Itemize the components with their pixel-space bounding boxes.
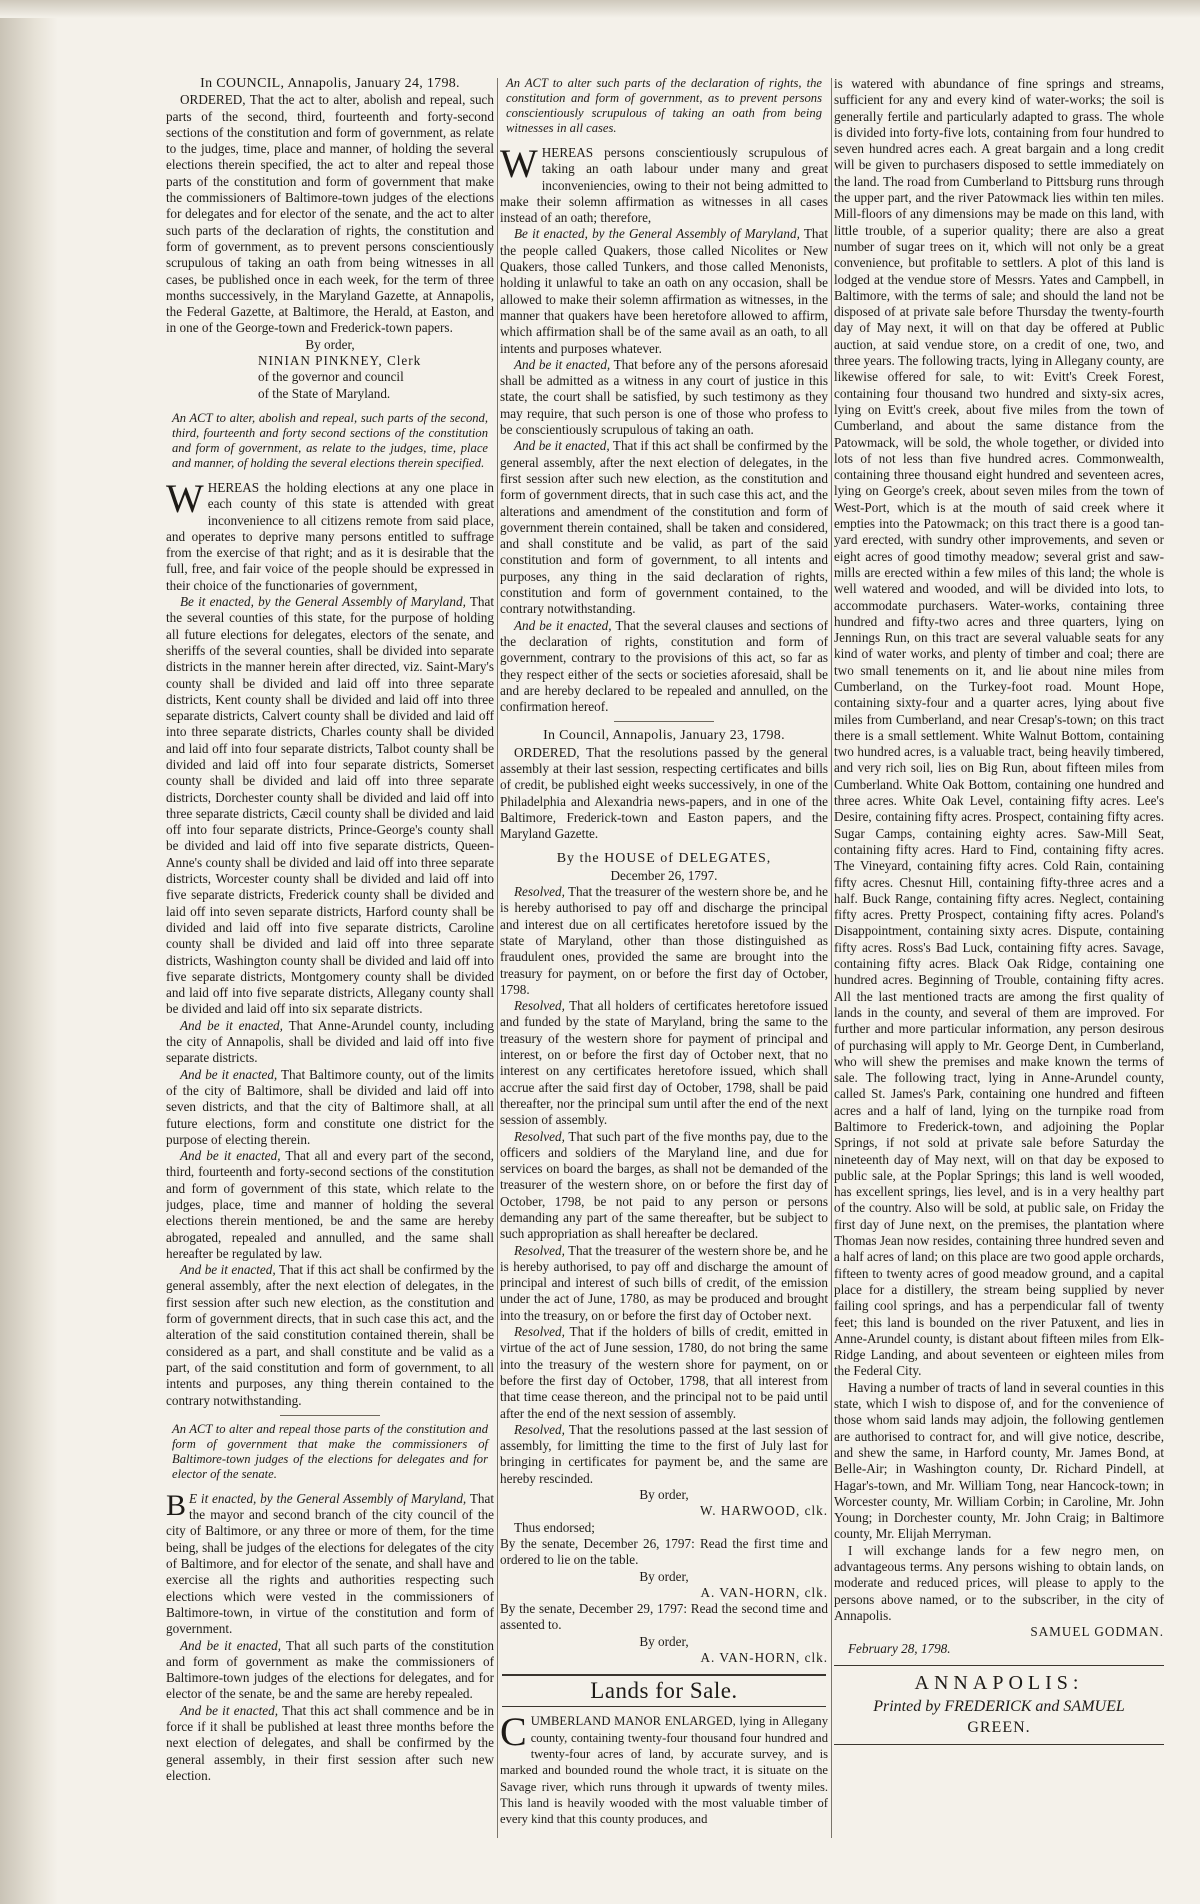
drop-cap: W <box>166 475 204 521</box>
drop-cap: B <box>166 1488 187 1522</box>
column-rule <box>831 78 832 1838</box>
lands-signer: SAMUEL GODMAN. <box>1030 1624 1164 1640</box>
by-order: By order, <box>639 1487 689 1503</box>
signer-title: of the State of Maryland. <box>258 385 391 401</box>
act-clause: And be it enacted, That Anne-Arundel county, including the city of Annapolis, shall be divided and laid off into five separate districts. <box>166 1017 494 1066</box>
act-clause: And be it enacted, That all and every part of the second, third, fourteenth and forty-second sections of the constitution and form of government of this state, which relate to the judges, place, time and manner of holding the several elections therein mentioned, be and the same are hereby abrogated, repealed and annulled, and the same shall hereafter be regulated by law. <box>166 1148 494 1261</box>
act-title: An ACT to alter such parts of the declaration of rights, the constitution and form of government, as to prevent persons conscientiously scrupulous of taking an oath from being witnesses in all cases. <box>506 76 822 135</box>
act-title: An ACT to alter, abolish and repeal, such parts of the second, third, fourteenth and forty second sections of the constitution and form of government, as relate to the judges, time, place and manner, of holding the several elections therein specified. <box>172 410 488 470</box>
clerk-signature: W. HARWOOD, clk. <box>700 1503 828 1519</box>
act-title: An ACT to alter and repeal those parts of the constitution and form of government that make the commissioners of Baltimore-town judges of the elections for delegates and for elector of the senate. <box>172 1421 488 1481</box>
council-heading: In COUNCIL, Annapolis, January 24, 1798. <box>200 76 460 91</box>
by-order: By order, <box>639 1633 689 1649</box>
resolution: Resolved, That the treasurer of the western shore be, and he is hereby authorised to pay off and discharge the principal and interest due on all certificates heretofore issued by the state of Maryland, other than those distinguished as fraudulent ones, provided the same are brought into the treasury for payment, on or before the first day of October, 1798. <box>500 884 828 997</box>
drop-cap: W <box>500 141 538 186</box>
column-rule <box>497 78 498 1838</box>
column-right <box>834 76 1164 1886</box>
lands-for-sale-heading: Lands for Sale. <box>502 1674 826 1707</box>
column-left <box>166 76 494 1886</box>
resolution: Resolved, That if the holders of bills of credit, emitted in virtue of the act of June session, 1780, do not bring the same into the treasury of the western shore for payment, on or before the first day of October, 1798, that all interest from that time cease thereon, and the principal not to be paid until after the end of the next session of assembly. <box>500 1324 828 1421</box>
resolution: Resolved, That all holders of certificates heretofore issued and funded by the state of Maryland, bring the same to the treasury of the western shore for payment of principal and interest, on or before the first day of October next, that no interest on any certificates heretofore issued, which shall accrue after the said first day of October, 1798, shall be paid thereafter, nor the principal sum until after the end of the next session of assembly. <box>500 998 828 1128</box>
resolution: Resolved, That such part of the five months pay, due to the officers and soldiers of the Maryland line, and due for services on board the barges, as shall not be demanded of the treasurer of the western shore, on or before the first day of October, 1798, be not paid to any person or persons demanding any part of the same thereafter, but be subject to such appropriation as shall hereafter be declared. <box>500 1128 828 1242</box>
printer-imprint <box>834 1665 1164 1745</box>
clerk-signature: A. VAN-HORN, clk. <box>700 1584 828 1600</box>
lands-advert: CUMBERLAND MANOR ENLARGED, lying in Allegany county, containing twenty-four thousand four hundred and twenty-four acres of land, by accurate survey, and is marked and bounded round the whole tract, it is situate on the Savage river, which runs through it upwards of twenty miles. This land is heavily wooded with the most valuable timber of every kind that this county produces, and <box>500 1709 828 1827</box>
resolution: Resolved, That the resolutions passed at the last session of assembly, for limitting the time to the first of July last for bringing in certificates for payment be, and the same are hereby rescinded. <box>500 1421 828 1486</box>
council-order: ORDERED, That the resolutions passed by the general assembly at their last session, respecting certificates and bills of credit, be published eight weeks successively, in one of the Philadelphia and Alexandria news-papers, and in one of the Baltimore, Frederick-town and Easton papers, and the Maryland Gazette. <box>500 744 828 842</box>
act-clause: And be it enacted, That the several clauses and sections of the declaration of rights, constitution and form of government, contrary to the provisions of this act, so far as they respect either of the sects or societies aforesaid, shall be and are hereby declared to be repealed and annulled, on the confirmation hereof. <box>500 617 828 715</box>
act-clause: And be it enacted, That if this act shall be confirmed by the general assembly, after the next election of delegates, in the first session after such new election, as the constitution and form of government directs, that in such case this act, and the alteration of the said constitution contained therein, shall be considered as a part, and shall constitute and be valid as a part, of the said constitution and form of government, to all intents and purposes, any thing therein contained to the contrary notwithstanding. <box>166 1262 494 1408</box>
clerk-signature: A. VAN-HORN, clk. <box>700 1650 828 1666</box>
council-heading: In Council, Annapolis, January 23, 1798. <box>543 728 785 744</box>
signer-name: NINIAN PINKNEY, Clerk <box>258 353 422 369</box>
lands-exchange: I will exchange lands for a few negro men, on advantageous terms. Any persons wishing to obtain lands, on moderate and reduced prices, will please to apply to the persons above named, or to the subscriber, in the city of Annapolis. <box>834 1542 1164 1623</box>
section-divider <box>614 721 714 722</box>
endorsement: Thus endorsed; <box>514 1519 595 1535</box>
act-enactment: Be it enacted, by the General Assembly of Maryland, That the people called Quakers, those called Nicolites or New Quakers, those called Tunkers, and those called Menonists, holding it unlawful to take an oath on any occasion, shall be allowed to make their solemn affirmation as witnesses, in the manner that quakers have been heretofore allowed to affirm, which affirmation shall be of the same avail as an oath, to all intents and purposes whatever. <box>500 226 828 356</box>
imprint-printer: Printed by FREDERICK and SAMUEL <box>873 1697 1125 1715</box>
imprint-printer-name: GREEN. <box>967 1718 1031 1736</box>
signer-title: of the governor and council <box>258 369 404 385</box>
act-whereas: WHEREAS persons conscientiously scrupulous of taking an oath labour under many and great inconveniencies, owing to their not being admitted to make their solemn affirmation as witnesses in all cases instead of an oath; therefore, <box>500 141 828 226</box>
imprint-city: ANNAPOLIS: <box>914 1671 1084 1694</box>
council-order: ORDERED, That the act to alter, abolish and repeal, such parts of the second, third, fourteenth and forty-second sections of the constitution and form of government, as relate to the judges, time, place and manner, of holding the several elections therein specified, the act to alter and repeal those parts of the constitution and form of government that make the commissioners of Baltimore-town judges of the elections for delegates and for elector of the senate, and the act to alter such parts of the declaration of rights, the constitution and form of government, as to prevent persons conscientiously scrupulous of taking an oath from being witnesses in all cases, be published once in each week, for the term of three months successively, in the Maryland Gazette, at Annapolis, the Federal Gazette, at Baltimore, the Herald, at Easton, and in one of the George-town and Frederick-town papers. <box>166 92 494 336</box>
act-enactment: Be it enacted, by the General Assembly of Maryland, That the several counties of this state, for the purpose of holding all future elections for delegates, electors of the senate, and sheriffs of the several counties, shall be divided into separate districts in the manner herein after directed, viz. Saint-Mary's county shall be divided and laid off into three separate districts, Kent county shall be divided and laid off into three separate districts, Calvert county shall be divided and laid off into three separate districts, Charles county shall be divided and laid off into four separate districts, Talbot county shall be divided and laid off into four separate districts, Somerset county shall be divided and laid off into three separate districts, Dorchester county shall be divided and laid off into three separate districts, Cæcil county shall be divided and laid off into four separate districts, Prince-George's county shall be divided and laid off into five separate districts, Queen-Anne's county shall be divided and laid off into three separate districts, Worcester county shall be divided and laid off into five separate districts, Frederick county shall be divided and laid off into seven separate districts, Harford county shall be divided and laid off into five separate districts, Caroline county shall be divided and laid off into three separate districts, Washington county shall be divided and laid off into five separate districts, Montgomery county shall be divided and laid off into five separate districts, Allegany county shall be divided and laid off into six separate districts. <box>166 594 494 1017</box>
house-date: December 26, 1797. <box>610 867 718 883</box>
act-clause: And be it enacted, That this act shall commence and be in force if it shall be published at least three months before the next election of delegates, and shall be confirmed by the general assembly, in their first session after such new election. <box>166 1702 494 1783</box>
drop-cap: C <box>500 1709 527 1755</box>
column-middle <box>500 76 828 1886</box>
resolution: Resolved, That the treasurer of the western shore be, and he is hereby authorised, to pay off and discharge the amount of principal and interest of such bills of credit, of the emission under the act of June, 1780, as may be produced and brought into the treasury, on or before the first day of October next. <box>500 1242 828 1323</box>
act-clause: And be it enacted, That Baltimore county, out of the limits of the city of Baltimore, shall be divided and laid off into seven districts, and that the city of Baltimore shall, at all future elections, form and constitute one district for the purpose of electing therein. <box>166 1066 494 1147</box>
lands-date: February 28, 1798. <box>848 1640 951 1656</box>
act-whereas: WHEREAS the holding elections at any one place in each county of this state is attended with great inconvenience to all citizens remote from said place, and operates to deprive many persons entitled to suffrage from the exercise of that right; and as it is desirable that the full, free, and fair voice of the people should be expressed in their choice of the functionaries of government, <box>166 475 494 593</box>
senate-note: By the senate, December 29, 1797: Read the second time and assented to. <box>500 1601 828 1633</box>
act-enactment: B E it enacted, by the General Assembly of Maryland, That the mayor and second branch of the city council of the city of Baltimore, or any three or more of them, for the time being, shall be judges of the elections for delegates of the city of Baltimore, and for elector of the senate, and shall have and exercise all the rights and authorities respecting such elections which were vested in the commissioners of Baltimore-town, in virtue of the constitution and form of government. <box>166 1488 494 1637</box>
section-divider <box>280 1415 380 1416</box>
lands-agents: Having a number of tracts of land in several counties in this state, which I wish to dispose of, and for the convenience of those whom said lands may adjoin, the following gentlemen are authorised to contract for, and will give notice, describe, and shew the same, in Harford county, Mr. James Bond, at Belle-Air; in Washington county, Dr. Richard Pindell, at Hagar's-town, and Mr. William Tong, near Hancock-town; in Worcester county, Mr. William Corbin; in Caroline, Mr. John Young; in Dorchester county, Mr. John Craig; in Baltimore county, Mr. Elijah Merryman. <box>834 1379 1164 1542</box>
act-clause: And be it enacted, That all such parts of the constitution and form of government as make the commissioners of Baltimore-town judges of the elections for delegates, and for elector of the senate, be and the same are hereby repealed. <box>166 1637 494 1702</box>
lands-advert-continued: is watered with abundance of fine springs and streams, sufficient for any and every kind of water-works; the soil is generally fertile and particularly adapted to grass. The whole is divided into forty-five lots, containing from four hundred to seven hundred acres each. A great bargain and a long credit will be given to purchasers disposed to settle immediately on the land. The road from Cumberland to Pittsburg runs through the upper part, and the river Patowmack lies within ten miles. Mill-floors of any dimensions may be made on this land, with little trouble, of a superior quality; there are also a great number of sugar trees on it, which will not only be a great convenience, but profitable to settlers. A plot of this land is lodged at the vendue store of Messrs. Yates and Campbell, in Baltimore, with the terms of sale; and should the land not be disposed of at private sale before Thursday the twenty-fourth day of May next, it will on that day be offered at Public auction, at said vendue store, on a credit of one, two, and three years. The following tracts, lying in Allegany county, are likewise offered for sale, to wit: Evitt's Creek Forest, containing four thousand two hundred and sixty-six acres, lying on Evitt's creek, about five miles from the town of Cumberland, and about the same distance from the Patowmack, will be sold, the whole together, or divided into lots of not less than five hundred acres. Commonwealth, containing three thousand eight hundred and seventeen acres, lying on George's creek, about seven miles from the town of West-Port, which is at the mouth of said creek where it empties into the Patowmack; on this tract there is a good tan-yard erected, with sundry other improvements, and seven or eight acres of good timothy meadow; several grist and saw-mills are erected within a few miles of this land; the whole is well watered and wooded, and will be divided into lots, to accommodate purchasers. Water-works, containing three hundred and fifty-two acres and three quarters, lying on Jennings Run, on this tract are several valuable seats for any kind of water works, and plenty of timber and coal; there are two small tenements on it, and lie about nine miles from Cumberland, on the Turkey-foot road. Mount Hope, containing sixty-four and a quarter acres, lying about five miles from Cumberland, and near Cresap's-town; on this tract there is a small settlement. White Walnut Bottom, containing two hundred acres, is a valuable tract, being heavily timbered, and very rich soil, lies on Big Run, about fifteen miles from Cumberland. White Oak Bottom, containing one hundred and three acres. White Oak Level, containing fifty acres. Lee's Desire, containing fifty acres. Prospect, containing fifty acres. Sugar Camps, containing eighty acres. Saw-Mill Seat, containing fifty acres. Hard to Find, containing fifty acres. The Vineyard, containing fifty acres. Cold Rain, containing fifty acres. Chesnut Hill, containing fifty-three acres and a half. Buck Range, containing fifty acres. Neglect, containing fifty acres. Pretty Prospect, containing fifty acres. Poland's Disappointment, containing sixty acres. Dispute, containing fifty acres. Ross's Bad Luck, containing fifty acres. Savage, containing fifty acres. Black Oak Ridge, containing one hundred acres. Beginning of Trouble, containing fifty acres. All the last mentioned tracts are among the first quality of lands in the county, and several of them are improved. For further and more particular information, any person desirous of purchasing will apply to Mr. George Dent, in Cumberland, who will shew the premises and make known the terms of sale. The following tract, lying in Anne-Arundel county, called St. James's Park, containing one hundred and fifteen acres and a half of land, lying on the turnpike road from Baltimore to Frederick-town, and adjoining the Poplar Springs, if not sold at private sale before Saturday the nineteenth day of May next, will on that day be exposed to public sale, at the Poplar Springs; this land is well wooded, has excellent springs, lies level, and is in a very healthy part of the country. Also will be sold, at public sale, on Friday the first day of June next, on the premises, the plantation where Thomas Jean now resides, containing three hundred seven and a half acres of land; on this place are two good apple orchards, fifteen to twenty acres of good meadow ground, and a capital place for a distillery, the stream being supplied by never failing cool springs, and has a perpendicular fall of twenty feet; this land is bounded on the river Patuxent, and lies in Anne-Arundel county, is distant about fifteen miles from Elk-Ridge Landing, and about seventeen or eighteen miles from the Federal City. <box>834 76 1164 1379</box>
act-clause: And be it enacted, That if this act shall be confirmed by the general assembly, after the next election of delegates, in the first session after such new election, as the constitution and form of government directs, that in such case this act, and the alterations and amendment of the constitution and form of government therein contained, shall be taken and considered, and shall constitute and be valid, as part of the said constitution and form of government, to all intents and purposes, any thing in the said declaration of rights, constitution and form of government contained, to the contrary notwithstanding. <box>500 438 828 617</box>
by-order: By order, <box>305 336 355 352</box>
act-clause: And be it enacted, That before any of the persons aforesaid shall be admitted as a witness in any court of justice in this state, the court shall be satisfied, by such testimony as they may require, that such person is one of those who profess to be conscientiously scrupulous of taking an oath. <box>500 356 828 438</box>
senate-note: By the senate, December 26, 1797: Read the first time and ordered to lie on the table. <box>500 1535 828 1568</box>
page-edge-shadow <box>0 0 58 1904</box>
by-order: By order, <box>639 1568 689 1584</box>
page-top-shadow <box>0 0 1200 18</box>
house-heading: By the HOUSE of DELEGATES, <box>556 851 772 867</box>
